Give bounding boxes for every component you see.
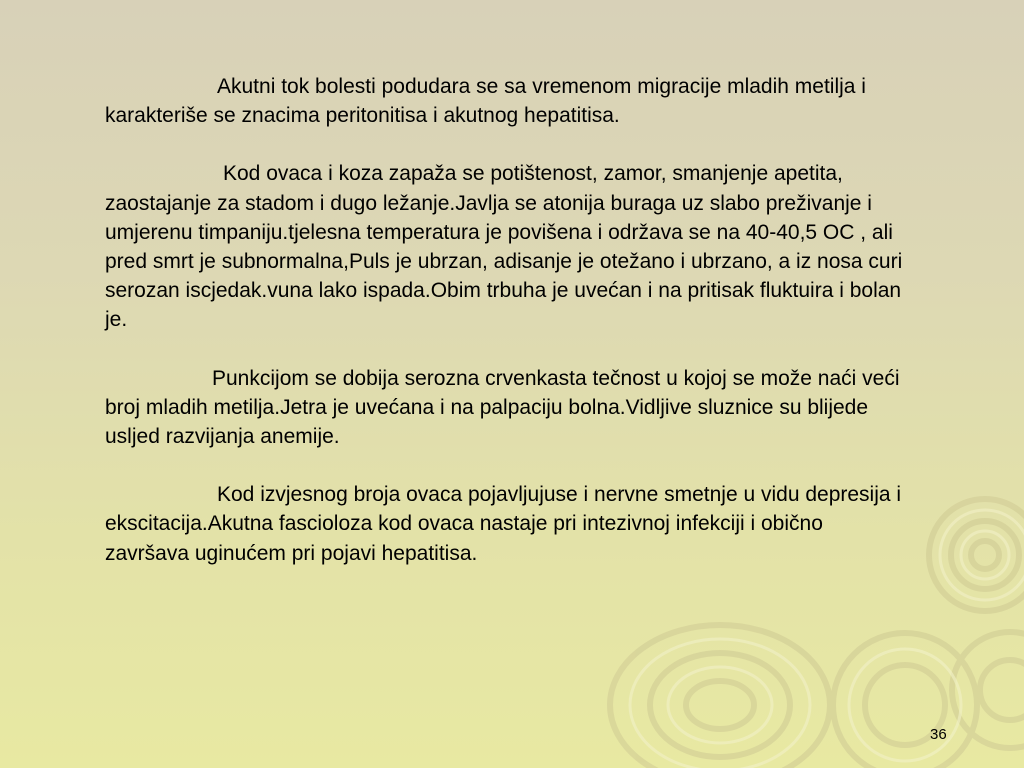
paragraph-symptoms-sheep-goats: Kod ovaca i koza zapaža se potištenost, zamor, smanjenje apetita, zaostajanje za stadom i dugo ležanje.Javlja se atonija buraga uz slabo preživanje i umjerenu timpaniju.tjelesna temperatura je povišena i održava se na 40-40,5 OC , ali pred smrt je subnormalna,Puls je ubrzan, adisanje je otežano i ubrzano, a iz nosa curi serozan iscjedak.vuna lako ispada.Obim trbuha je uvećan i na pritisak fluktuira i bolan je. <box>105 162 903 332</box>
paragraph-puncture-findings: Punkcijom se dobija serozna crvenkasta tečnost u kojoj se može naći veći broj mladih metilja.Jetra je uvećana i na palpaciju bolna.Vidljive sluznice su blijede usljed razvijanja anemije. <box>105 366 900 449</box>
paragraph-acute-course: Akutni tok bolesti podudara se sa vremenom migracije mladih metilja i karakteriše se znacima peritonitisa i akutnog hepatitisa. <box>105 75 866 128</box>
page-number: 36 <box>930 726 947 743</box>
paragraph-nervous-symptoms: Kod izvjesnog broja ovaca pojavljujuse i nervne smetnje u vidu depresija i ekscitacija.Akutna fascioloza kod ovaca nastaje pri intezivnoj infekciji i obično završava uginućem pri pojavi hepatitisa. <box>105 483 902 565</box>
slide-body-text <box>105 72 905 568</box>
